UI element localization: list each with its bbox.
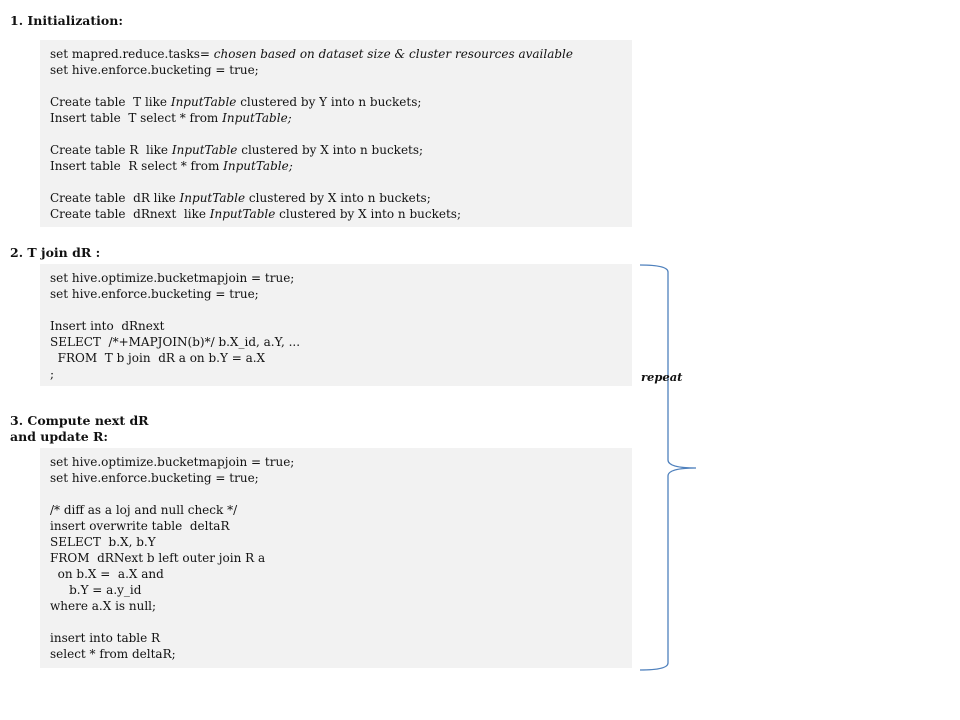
code-line: set hive.enforce.bucketing = true; (50, 287, 259, 301)
code-line: insert into table R (50, 631, 161, 645)
code-text: Insert table R select * from (50, 159, 224, 173)
code-text: set mapred.reduce.tasks= (50, 47, 214, 61)
code-italic-text: chosen based on dataset size & cluster resources available (213, 47, 573, 61)
code-line: FROM dRNext b left outer join R a (50, 551, 266, 565)
code-italic-text: InputTable (179, 191, 246, 205)
code-text: clustered by X into n buckets; (245, 191, 431, 205)
code-line: set hive.optimize.bucketmapjoin = true; (50, 455, 295, 469)
code-line: on b.X = a.X and (50, 567, 164, 581)
section-1-heading: 1. Initialization: (10, 13, 123, 28)
code-text: clustered by Y into n buckets; (236, 95, 422, 109)
code-line: insert overwrite table deltaR (50, 519, 230, 533)
code-line: set hive.enforce.bucketing = true; (50, 471, 259, 485)
code-text: Create table dR like (50, 191, 180, 205)
section-3-heading-line-1: 3. Compute next dR (10, 413, 149, 428)
code-text: Insert table T select * from (50, 111, 223, 125)
code-text: set hive.enforce.bucketing = true; (50, 63, 259, 77)
section-3-heading-line-2: and update R: (10, 429, 109, 444)
code-line: Insert into dRnext (50, 319, 165, 333)
code-line: SELECT b.X, b.Y (50, 535, 156, 549)
code-italic-text: InputTable; (223, 159, 293, 173)
code-italic-text: InputTable (171, 143, 238, 157)
code-line: /* diff as a loj and null check */ (50, 503, 238, 517)
code-italic-text: InputTable (209, 207, 276, 221)
code-line: select * from deltaR; (50, 647, 176, 661)
section-2-heading: 2. T join dR : (10, 245, 101, 260)
code-text: Create table T like (50, 95, 171, 109)
code-line: where a.X is null; (50, 599, 157, 613)
code-line: FROM T b join dR a on b.Y = a.X (50, 351, 266, 365)
code-line: set hive.optimize.bucketmapjoin = true; (50, 271, 295, 285)
code-italic-text: InputTable; (222, 111, 292, 125)
code-text: Create table R like (50, 143, 172, 157)
repeat-label: repeat (641, 370, 683, 384)
code-text: clustered by X into n buckets; (275, 207, 461, 221)
code-italic-text: InputTable (170, 95, 237, 109)
curly-brace-shape (640, 265, 696, 670)
code-text: clustered by X into n buckets; (237, 143, 424, 157)
code-text: Create table dRnext like (50, 207, 210, 221)
code-line: SELECT /*+MAPJOIN(b)*/ b.X_id, a.Y, ... (50, 335, 301, 349)
code-line: ; (50, 367, 55, 381)
code-line: b.Y = a.y_id (50, 583, 142, 597)
